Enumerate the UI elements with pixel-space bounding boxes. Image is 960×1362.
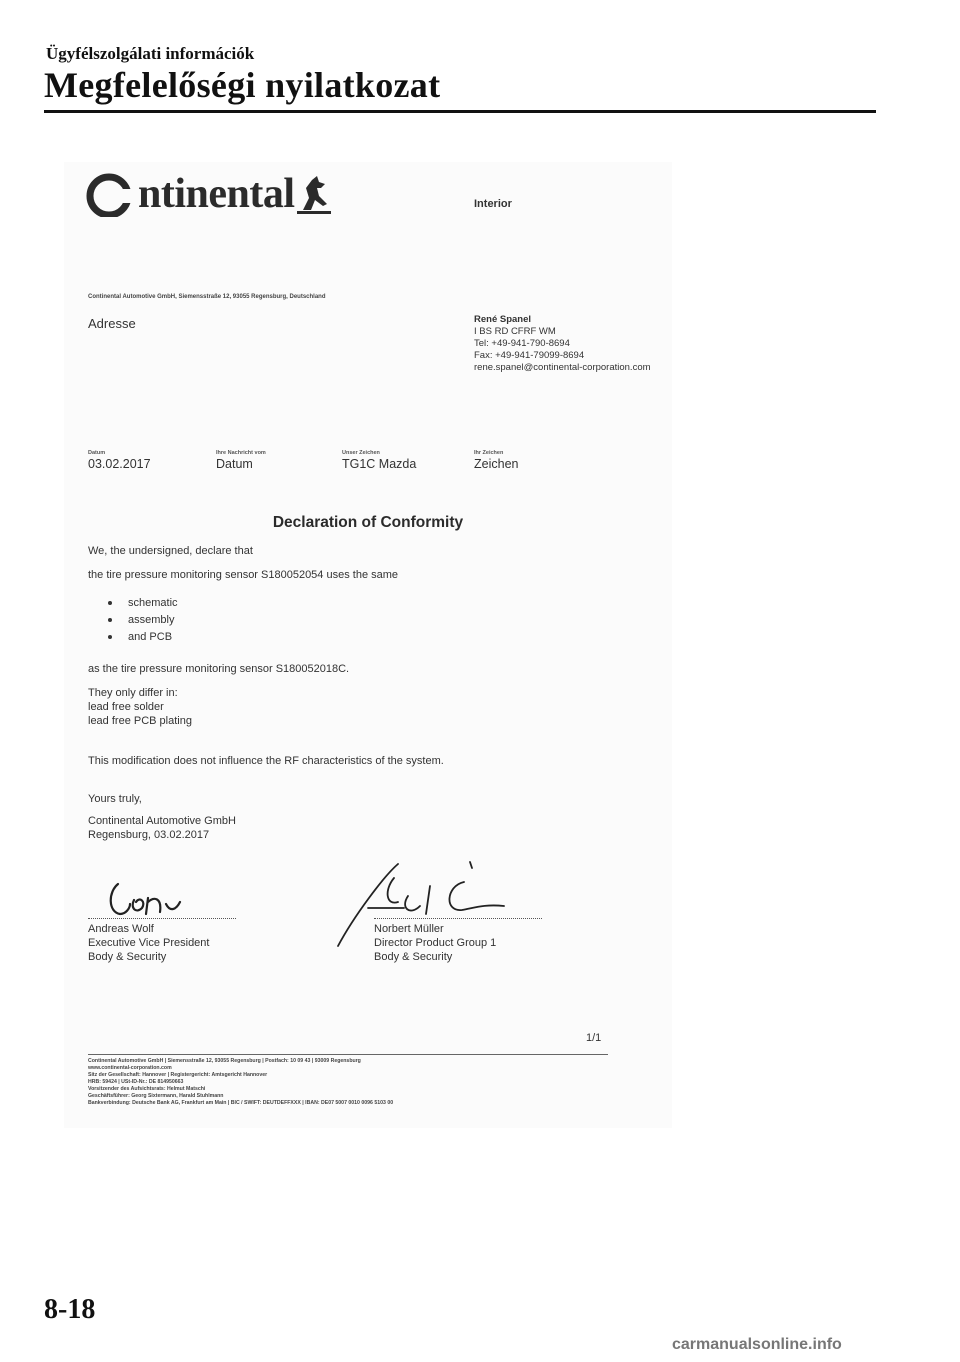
contact-dept: I BS RD CFRF WM [474, 326, 556, 337]
intro-text: We, the undersigned, declare that [88, 545, 253, 557]
bullet-list [108, 594, 178, 645]
scanned-declaration-document [64, 162, 672, 1128]
department: Interior [474, 198, 512, 210]
header-divider [44, 110, 876, 113]
ref-value: 03.02.2017 [88, 457, 151, 471]
bullet-icon [108, 601, 112, 605]
closing-text: Yours truly, [88, 793, 142, 805]
continental-c-mark-icon [86, 171, 132, 217]
signer-2-block: Norbert Müller Director Product Group 1 Body & Security [374, 923, 497, 963]
ref-label: Ihre Nachricht vom [216, 450, 266, 456]
address-label: Adresse [88, 316, 136, 331]
document-footer: Continental Automotive GmbH | Siemensstraße 12, 93055 Regensburg | Postfach: 10 09 43 | 93009 Regensburg www.continental-corporation.com Sitz der Gesellschaft: Hannover | Registergericht: Amtsgericht Hannover HRB: 59424 | USt-ID-Nr.: DE 814950663 Vorsitzender des Aufsichtsrats: Helmut Matschi Geschäftsführer: Georg Sixtermann, Harald Stuhlmann Bankverbindung: Deutsche Bank AG, Frankfurt am Main | BIC / SWIFT: DEUTDEFFXXX | IBAN: DE07 5007 0010 0096 5103 00 [88, 1058, 394, 1106]
page-title: Megfelelőségi nyilatkozat [44, 65, 441, 105]
sentence-1: the tire pressure monitoring sensor S180052054 uses the same [88, 569, 399, 581]
continental-logo [86, 170, 331, 218]
ref-value: TG1C Mazda [342, 457, 417, 471]
ref-label: Datum [88, 450, 106, 456]
modification-text: This modification does not influence the RF characteristics of the system. [88, 755, 444, 767]
footer-divider [88, 1054, 608, 1055]
document-page-number: 1/1 [586, 1032, 602, 1044]
signature-line-2 [374, 918, 542, 919]
watermark: carmanualsonline.info [672, 1336, 842, 1353]
ref-our-sign [342, 450, 416, 471]
contact-tel: Tel: +49-941-790-8694 [474, 338, 570, 349]
contact-fax: Fax: +49-941-79099-8694 [474, 350, 585, 361]
contact-name: René Spanel [474, 314, 532, 325]
list-item: assembly [108, 611, 178, 628]
declaration-title: Declaration of Conformity [272, 514, 464, 531]
contact-block [474, 314, 651, 374]
ref-value: Datum [216, 457, 253, 471]
ref-label: Ihr Zeichen [474, 450, 504, 456]
section-label: Ügyfélszolgálati információk [46, 44, 255, 63]
bullet-icon [108, 635, 112, 639]
list-item: and PCB [108, 628, 178, 645]
differ-block: They only differ in: lead free solder lead free PCB plating [88, 687, 192, 727]
rearing-horse-icon [297, 174, 331, 214]
signature-wolf-icon [104, 874, 204, 920]
bullet-icon [108, 618, 112, 622]
ref-value: Zeichen [474, 457, 519, 471]
ref-your-message [216, 450, 266, 471]
ref-your-sign [474, 450, 518, 471]
logo-text: ntinental [138, 171, 295, 217]
signer-1-block: Andreas Wolf Executive Vice President Body & Security [88, 923, 210, 963]
ref-date [88, 450, 151, 471]
contact-email: rene.spanel@continental-corporation.com [474, 362, 651, 373]
ref-label: Unser Zeichen [342, 450, 380, 456]
sender-line: Continental Automotive GmbH, Siemensstraße 12, 93055 Regensburg, Deutschland [88, 294, 326, 300]
page-number: 8-18 [44, 1294, 96, 1325]
list-item: schematic [108, 594, 178, 611]
sentence-2: as the tire pressure monitoring sensor S180052018C. [88, 663, 350, 675]
signature-line-1 [88, 918, 236, 919]
company-block: Continental Automotive GmbH Regensburg, 03.02.2017 [88, 815, 236, 841]
